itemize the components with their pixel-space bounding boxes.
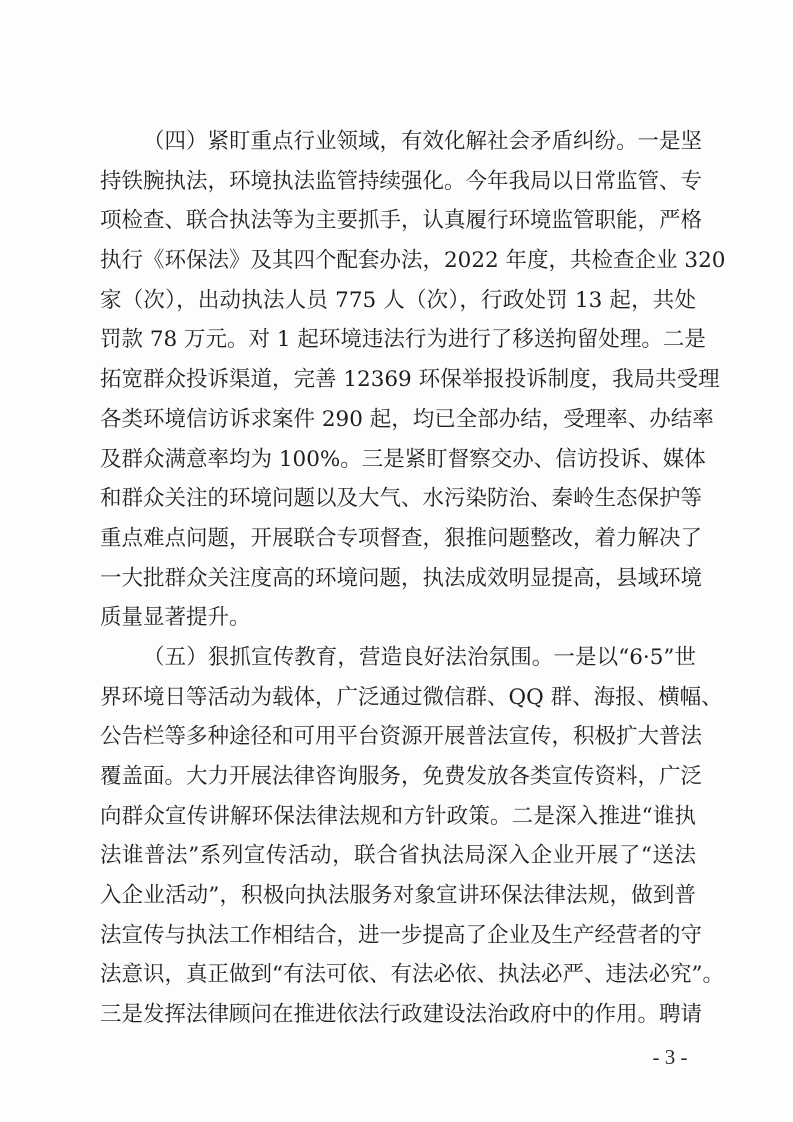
text-line: 质量显著提升。 xyxy=(100,605,251,631)
paragraph-five xyxy=(100,638,724,1035)
text-line: 界环境日等活动为载体，广泛通过微信群、QQ 群、海报、横幅、 xyxy=(100,684,723,710)
text-line: 法谁普法”系列宣传活动，联合省执法局深入企业开展了“送法 xyxy=(100,843,696,869)
text-line: 公告栏等多种途径和可用平台资源开展普法宣传，积极扩大普法 xyxy=(100,724,703,750)
text-line: 三是发挥法律顾问在推进依法行政建设法治政府中的作用。聘请 xyxy=(100,1002,703,1028)
text-line: 法宣传与执法工作相结合，进一步提高了企业及生产经营者的守 xyxy=(100,922,703,948)
text-line: 罚款 78 万元。对 1 起环境违法行为进行了移送拘留处理。二是 xyxy=(100,327,706,353)
text-line: （四）紧盯重点行业领域，有效化解社会矛盾纠纷。一是坚 xyxy=(143,129,703,154)
text-line: 项检查、联合执法等为主要抓手，认真履行环境监管职能，严格 xyxy=(100,208,703,234)
text-line: 向群众宣传讲解环保法律法规和方针政策。二是深入推进“谁执 xyxy=(100,803,696,829)
text-line: 各类环境信访诉求案件 290 起，均已全部办结，受理率、办结率 xyxy=(100,406,714,432)
paragraph-four xyxy=(100,122,726,638)
text-line: 入企业活动”，积极向执法服务对象宣讲环保法律法规，做到普 xyxy=(100,883,696,909)
text-line: 法意识，真正做到“有法可依、有法必依、执法必严、违法必究”。 xyxy=(100,962,724,988)
text-line: （五）狠抓宣传教育，营造良好法治氛围。一是以“6·5”世 xyxy=(143,644,696,670)
text-line: 和群众关注的环境问题以及大气、水污染防治、秦岭生态保护等 xyxy=(100,486,703,512)
text-line: 及群众满意率均为 100%。三是紧盯督察交办、信访投诉、媒体 xyxy=(100,446,706,472)
text-line: 覆盖面。大力开展法律咨询服务，免费发放各类宣传资料，广泛 xyxy=(100,764,703,789)
page-number: - 3 - xyxy=(652,1045,688,1069)
text-line: 一大批群众关注度高的环境问题，执法成效明显提高，县域环境 xyxy=(100,565,703,591)
body-text xyxy=(100,122,726,1035)
text-line: 重点难点问题，开展联合专项督查，狠推问题整改，着力解决了 xyxy=(100,525,703,551)
text-line: 家（次），出动执法人员 775 人（次），行政处罚 13 起，共处 xyxy=(100,287,696,313)
text-line: 执行《环保法》及其四个配套办法，2022 年度，共检查企业 320 xyxy=(100,248,726,274)
text-line: 拓宽群众投诉渠道，完善 12369 环保举报投诉制度，我局共受理 xyxy=(100,367,720,393)
text-line: 持铁腕执法，环境执法监管持续强化。今年我局以日常监管、专 xyxy=(100,168,703,194)
